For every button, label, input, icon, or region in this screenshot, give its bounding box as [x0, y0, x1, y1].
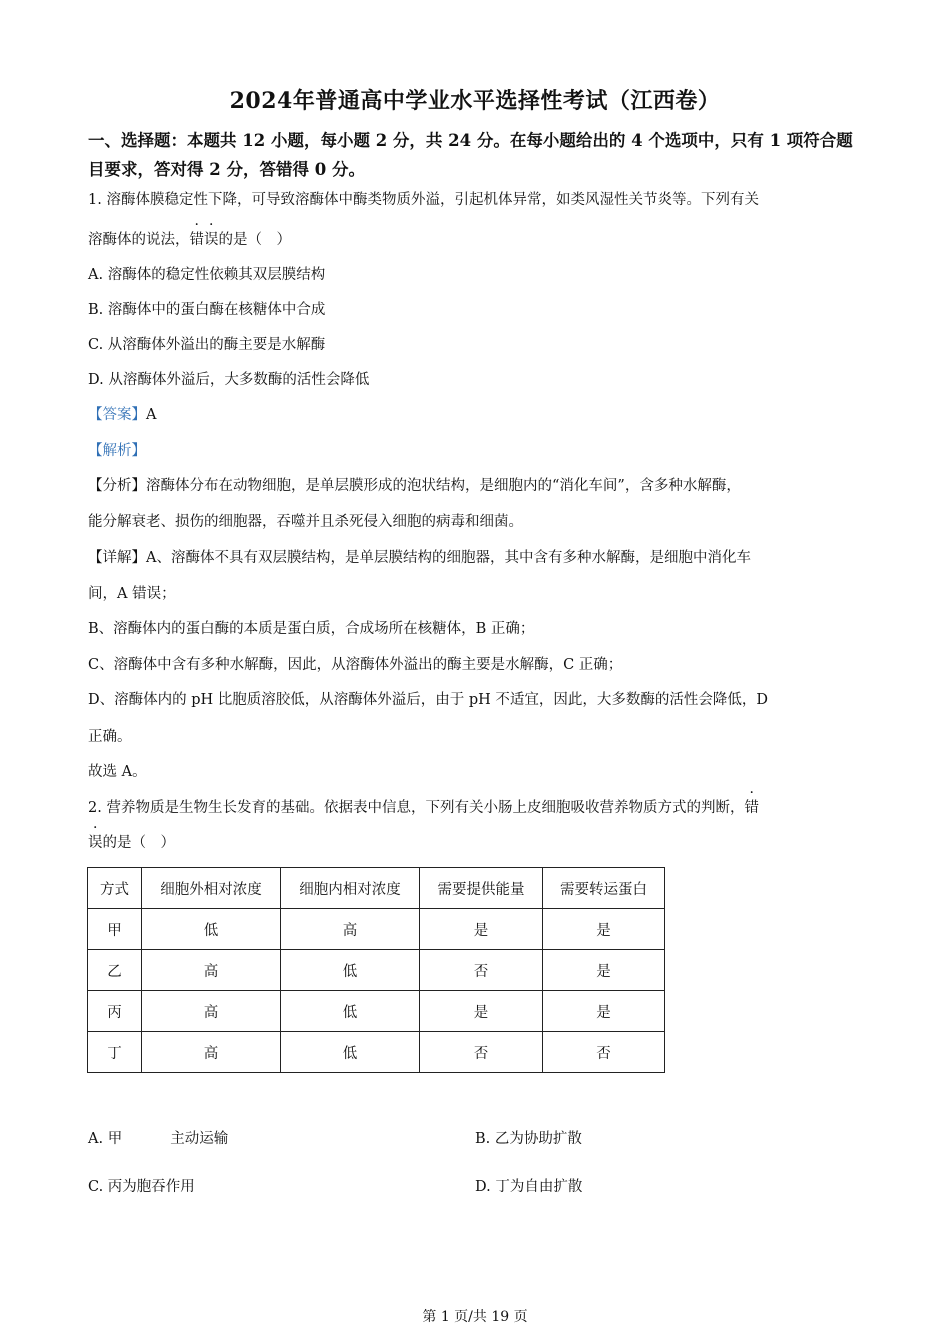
- table-cell: 低: [281, 1032, 420, 1073]
- q1-option-b: B. 溶酶体中的蛋白酶在核糖体中合成: [88, 302, 326, 318]
- table-header-cell: 细胞外相对浓度: [142, 868, 281, 909]
- q1-detail-c: C、溶酶体中含有多种水解酶，因此，从溶酶体外溢出的酶主要是水解酶，C 正确；: [88, 657, 623, 673]
- table-cell: 否: [543, 1032, 665, 1073]
- table-header-cell: 需要转运蛋白: [543, 868, 665, 909]
- table-cell: 是: [543, 909, 665, 950]
- q2-option-c: C. 丙为胞吞作用: [88, 1179, 195, 1195]
- table-cell: 否: [420, 1032, 543, 1073]
- emphasis-dot-char: 错: [189, 232, 204, 248]
- table-header-row: [88, 868, 665, 909]
- emphasis-dot-char: 错: [744, 800, 759, 816]
- q1-option-c: C. 从溶酶体外溢出的酶主要是水解酶: [88, 337, 326, 353]
- q1-option-a: A. 溶酶体的稳定性依赖其双层膜结构: [88, 267, 326, 283]
- table-cell: 丁: [88, 1032, 142, 1073]
- table-cell: 低: [281, 991, 420, 1032]
- table-cell: 是: [420, 909, 543, 950]
- table-cell: 高: [281, 909, 420, 950]
- q2-option-b: B. 乙为协助扩散: [475, 1131, 582, 1147]
- table-cell: 高: [142, 991, 281, 1032]
- q1-option-d: D. 从溶酶体外溢后，大多数酶的活性会降低: [88, 372, 370, 388]
- table-header-cell: 需要提供能量: [420, 868, 543, 909]
- q2-stem-line2: 误的是（ ）: [88, 835, 175, 851]
- q1-detail-line2: 间，A 错误；: [88, 586, 176, 602]
- emphasis-dot-char: 误: [88, 835, 103, 851]
- table-cell: 低: [142, 909, 281, 950]
- q1-answer: 【答案】A: [88, 407, 157, 423]
- q1-detail-d-line1: D、溶酶体内的 pH 比胞质溶胶低，从溶酶体外溢后，由于 pH 不适宜，因此，大多数酶的活性会降低，D: [88, 692, 769, 708]
- table-row: [88, 991, 665, 1032]
- table-cell: 低: [281, 950, 420, 991]
- emphasis-dot-char: 误: [204, 232, 219, 248]
- analysis-label: 【解析】: [88, 443, 146, 459]
- answer-label: 【答案】: [88, 407, 146, 423]
- transport-table: [87, 867, 665, 1073]
- q1-detail-line1: 【详解】A、溶酶体不具有双层膜结构，是单层膜结构的细胞器，其中含有多种水解酶，是细胞中消化车: [88, 550, 751, 566]
- q2-option-d: D. 丁为自由扩散: [475, 1179, 583, 1195]
- table-row: [88, 950, 665, 991]
- table-cell: 是: [543, 991, 665, 1032]
- table-cell: 是: [543, 950, 665, 991]
- table-cell: 甲: [88, 909, 142, 950]
- q2-stem-line1: 2. 营养物质是生物生长发育的基础。依据表中信息，下列有关小肠上皮细胞吸收营养物质方式的判断，错: [88, 800, 759, 816]
- table-cell: 乙: [88, 950, 142, 991]
- page-footer: 第 1 页/共 19 页: [422, 1309, 528, 1325]
- q1-detail-d-line2: 正确。: [88, 729, 132, 745]
- table-header-cell: 细胞内相对浓度: [281, 868, 420, 909]
- table-cell: 否: [420, 950, 543, 991]
- q1-fenxi-line1: 【分析】溶酶体分布在动物细胞，是单层膜形成的泡状结构，是细胞内的“消化车间”，含多种水解酶，: [88, 478, 741, 494]
- table-cell: 高: [142, 950, 281, 991]
- table-row: [88, 909, 665, 950]
- q1-stem-line1: 1. 溶酶体膜稳定性下降，可导致溶酶体中酶类物质外溢，引起机体异常，如类风湿性关节炎等。下列有关: [88, 192, 759, 208]
- table-cell: 丙: [88, 991, 142, 1032]
- q1-fenxi-line2: 能分解衰老、损伤的细胞器，吞噬并且杀死侵入细胞的病毒和细菌。: [88, 514, 523, 530]
- exam-title: 2024年普通高中学业水平选择性考试（江西卷）: [229, 88, 721, 114]
- table-row: [88, 1032, 665, 1073]
- q1-detail-b: B、溶酶体内的蛋白酶的本质是蛋白质，合成场所在核糖体，B 正确；: [88, 621, 535, 637]
- section-heading: 一、选择题：本题共 12 小题，每小题 2 分，共 24 分。在每小题给出的 4 个选项中，只有 1 项符合题目要求，答对得 2 分，答错得 0 分。: [88, 131, 853, 179]
- q1-stem-line2: 溶酶体的说法，错误的是（ ）: [88, 232, 291, 248]
- q2-option-a: A. 甲 主动运输: [88, 1131, 229, 1147]
- q1-conclusion: 故选 A。: [88, 764, 147, 780]
- table-header-cell: 方式: [88, 868, 142, 909]
- table-cell: 是: [420, 991, 543, 1032]
- table-cell: 高: [142, 1032, 281, 1073]
